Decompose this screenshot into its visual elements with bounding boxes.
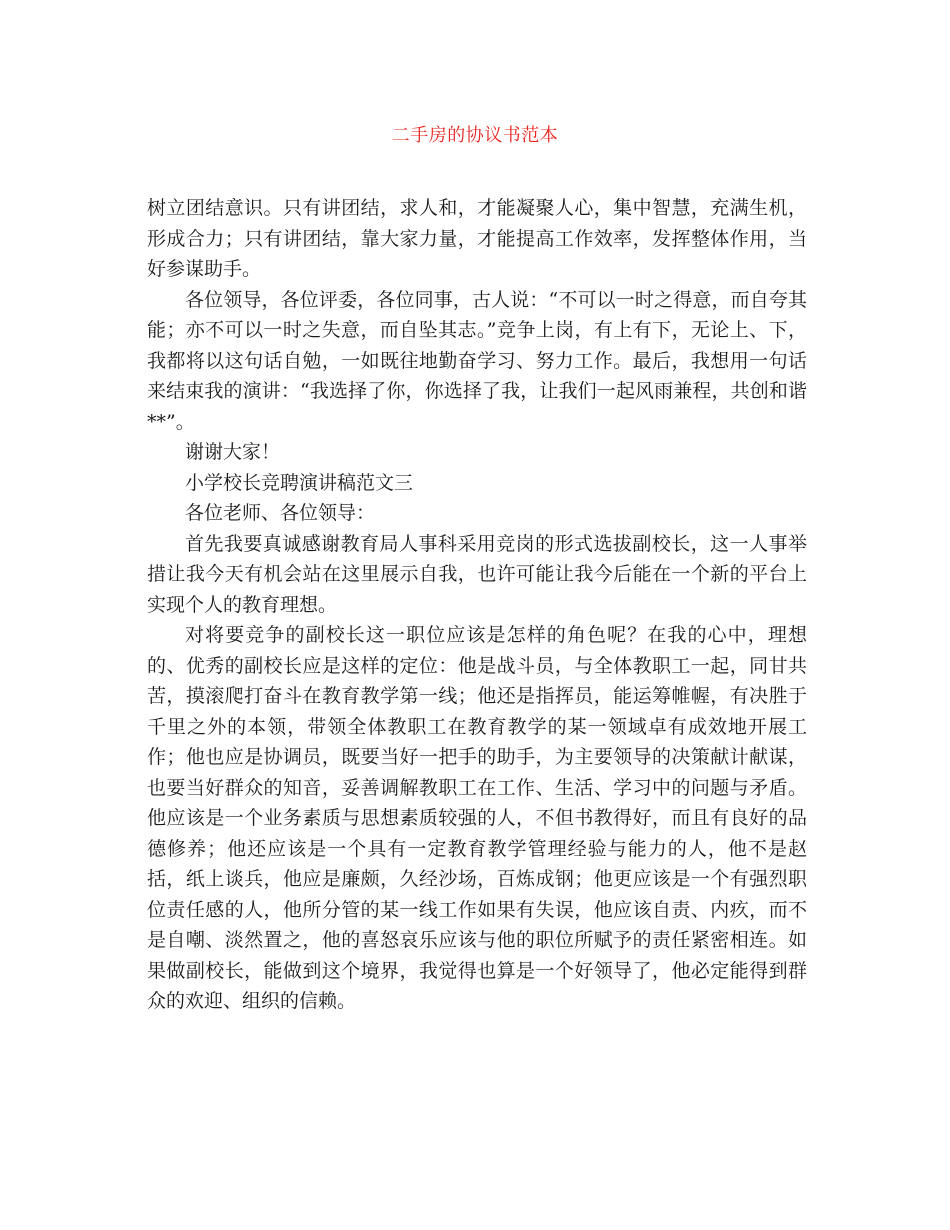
paragraph-7: 对将要竞争的副校长这一职位应该是怎样的角色呢？在我的心中，理想的、优秀的副校长应是这样的定位：他是战斗员，与全体教职工一起，同甘共苦，摸滚爬打奋斗在教育教学第一线；他还是指挥员，能运筹帷幄，有决胜于千里之外的本领，带领全体教职工在教育教学的某一领域卓有成效地开展工作；他也应是协调员，既要当好一把手的助手，为主要领导的决策献计献谋，也要当好群众的知音，妥善调解教职工在工作、生活、学习中的问题与矛盾。他应该是一个业务素质与思想素质较强的人，不但书教得好，而且有良好的品德修养；他还应该是一个具有一定教育教学管理经验与能力的人，他不是赵括，纸上谈兵，他应是廉颇，久经沙场，百炼成钢；他更应该是一个有强烈职位责任感的人，他所分管的某一线工作如果有失误，他应该自责、内疚，而不是自嘲、淡然置之，他的喜怒哀乐应该与他的职位所赋予的责任紧密相连。如果做副校长，能做到这个境界，我觉得也算是一个好领导了，他必定能得到群众的欢迎、组织的信赖。 [147, 624, 807, 1012]
paragraph-5-salutation: 各位老师、各位领导： [185, 502, 376, 524]
document-title: 二手房的协议书范本 [391, 125, 559, 146]
paragraph-4-heading: 小学校长竞聘演讲稿范文三 [185, 471, 414, 494]
paragraph-3: 谢谢大家！ [185, 441, 281, 463]
paragraph-2: 各位领导，各位评委，各位同事，古人说：“不可以一时之得意，而自夸其能；亦不可以一时之失意，而自坠其志。”竞争上岗，有上有下，无论上、下，我都将以这句话自勉，一如既往地勤奋学习、努力工作。最后，我想用一句话来结束我的演讲：“我选择了你，你选择了我，让我们一起风雨兼程，共创和谐**”。 [147, 288, 807, 433]
document-body [147, 193, 807, 1017]
paragraph-6: 首先我要真诚感谢教育局人事科采用竞岗的形式选拔副校长，这一人事举措让我今天有机会站在这里展示自我，也许可能让我今后能在一个新的平台上实现个人的教育理想。 [147, 532, 807, 616]
paragraph-1: 树立团结意识。只有讲团结，求人和，才能凝聚人心，集中智慧，充满生机，形成合力；只有讲团结，靠大家力量，才能提高工作效率，发挥整体作用，当好参谋助手。 [147, 197, 807, 280]
